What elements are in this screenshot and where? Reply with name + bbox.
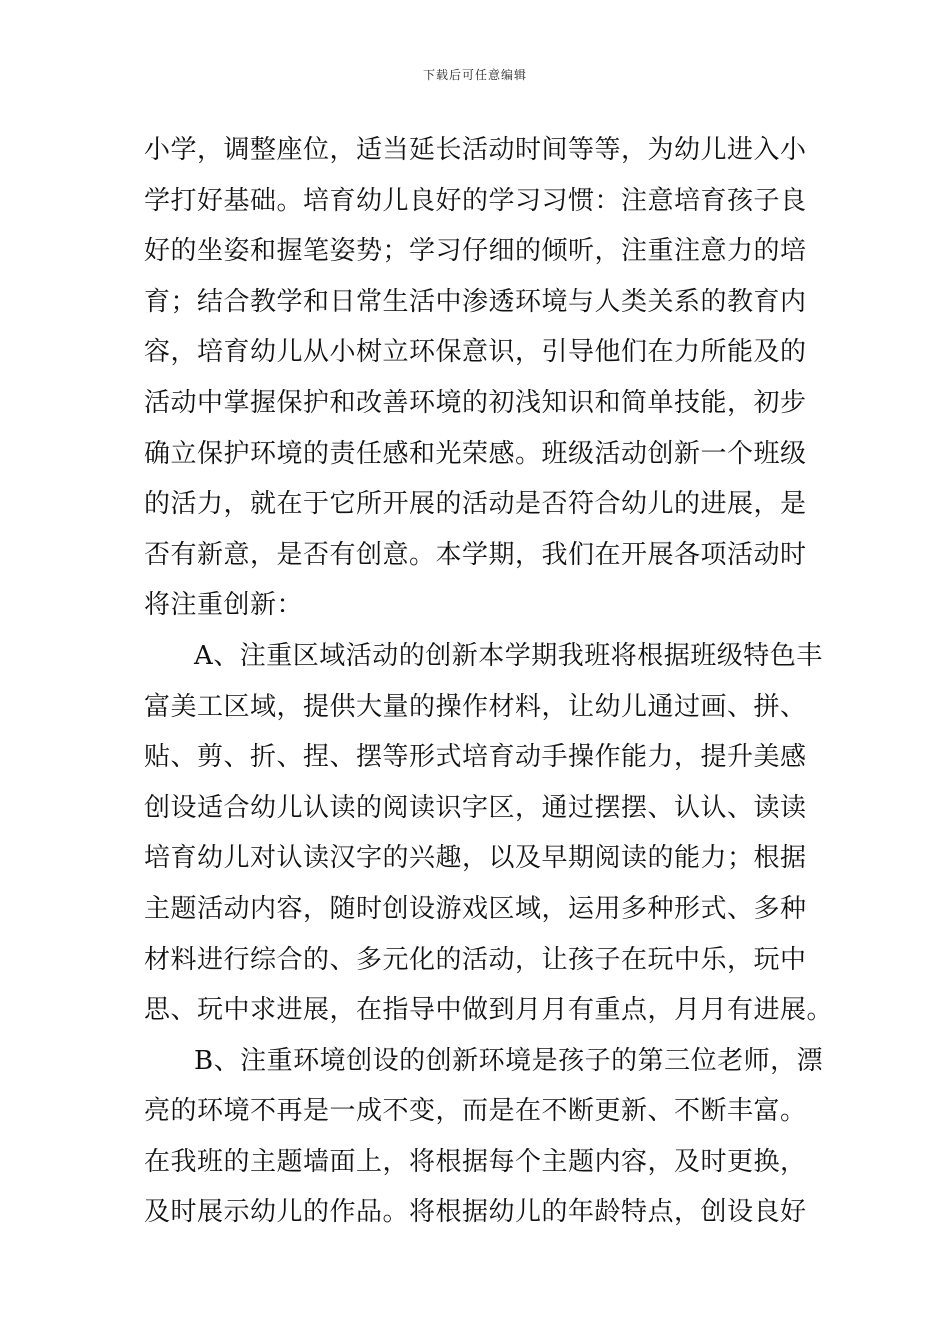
text-line: 及时展示幼儿的作品。将根据幼儿的年龄特点，创设良好: [144, 1197, 807, 1228]
text-line: 在我班的主题墙面上，将根据每个主题内容，及时更换，: [144, 1146, 807, 1177]
text-line: 确立保护环境的责任感和光荣感。班级活动创新一个班级: [144, 438, 807, 469]
paragraph-a-start: A、注重区域活动的创新本学期我班将根据班级特色丰: [194, 640, 823, 671]
text-line: 否有新意，是否有创意。本学期，我们在开展各项活动时: [144, 539, 807, 570]
body-text: [144, 130, 834, 1243]
text-line: 好的坐姿和握笔姿势；学习仔细的倾听，注重注意力的培: [144, 236, 807, 267]
text-line: 的活力，就在于它所开展的活动是否符合幼儿的进展，是: [144, 489, 807, 520]
text-line: 富美工区域，提供大量的操作材料，让幼儿通过画、拼、: [144, 691, 807, 722]
text-line: 思、玩中求进展，在指导中做到月月有重点，月月有进展。: [144, 995, 834, 1026]
text-line: 学打好基础。培育幼儿良好的学习习惯：注意培育孩子良: [144, 185, 807, 216]
text-line: 主题活动内容，随时创设游戏区域，运用多种形式、多种: [144, 893, 807, 924]
text-line: 育；结合教学和日常生活中渗透环境与人类关系的教育内: [144, 286, 807, 317]
text-line: 小学，调整座位，适当延长活动时间等等，为幼儿进入小: [144, 135, 807, 165]
text-line: 贴、剪、折、捏、摆等形式培育动手操作能力，提升美感: [144, 742, 807, 773]
text-line: 培育幼儿对认读汉字的兴趣，以及早期阅读的能力；根据: [144, 843, 807, 874]
text-line: 创设适合幼儿认读的阅读识字区，通过摆摆、认认、读读: [144, 792, 807, 823]
text-line: 亮的环境不再是一成不变，而是在不断更新、不断丰富。: [144, 1096, 807, 1127]
text-line: 活动中掌握保护和改善环境的初浅知识和简单技能，初步: [144, 387, 807, 418]
page-header: 下载后可任意编辑: [422, 68, 527, 82]
paragraph-b-start: B、注重环境创设的创新环境是孩子的第三位老师，漂: [194, 1045, 824, 1076]
text-line: 将注重创新：: [144, 590, 304, 621]
text-line: 容，培育幼儿从小树立环保意识，引导他们在力所能及的: [144, 337, 807, 368]
text-line: 材料进行综合的、多元化的活动，让孩子在玩中乐，玩中: [144, 944, 807, 975]
